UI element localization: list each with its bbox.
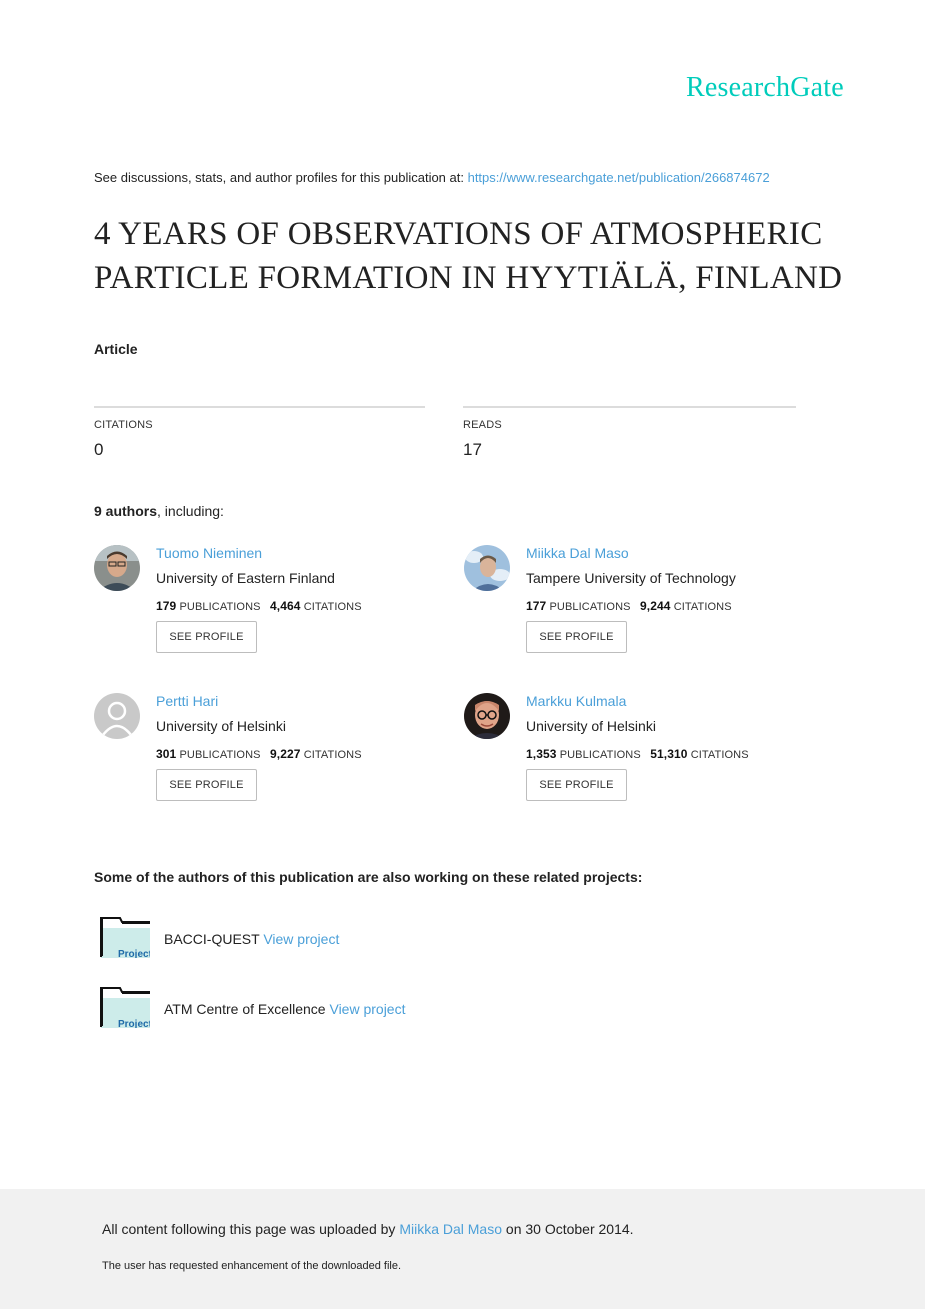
publication-title [94,212,874,300]
author-institution: Tampere University of Technology [526,570,736,586]
author-photo-icon[interactable] [464,545,510,591]
citations-label: CITATIONS [303,601,362,613]
project-title [164,931,339,947]
see-profile-button[interactable]: SEE PROFILE [526,769,627,801]
authors-including: , including: [157,503,224,519]
see-profile-button[interactable]: SEE PROFILE [156,769,257,801]
reads-count: 17 [463,440,482,459]
publication-link-line [94,170,770,185]
related-project [100,986,500,1028]
publications-label: PUBLICATIONS [179,749,261,761]
author-stats [526,747,749,761]
author-name-link[interactable]: Markku Kulmala [526,693,627,709]
author-card [464,693,804,833]
citations-label: CITATIONS [94,419,153,431]
view-project-link[interactable]: View project [263,931,340,947]
related-projects-heading: Some of the authors of this publication are also working on these related projects: [94,869,643,885]
citations-label: CITATIONS [303,749,362,761]
author-card [94,693,434,833]
project-name: ATM Centre of Excellence [164,1001,326,1017]
reads-divider [463,406,796,408]
author-name-link[interactable]: Tuomo Nieminen [156,545,263,561]
publications-count: 1,353 [526,747,557,761]
related-project [100,916,500,958]
author-institution: University of Eastern Finland [156,570,335,586]
see-profile-button[interactable]: SEE PROFILE [156,621,257,653]
title-line-1: 4 YEARS OF OBSERVATIONS OF ATMOSPHERIC [94,216,823,252]
author-stats [156,599,362,613]
uploader-link[interactable]: Miikka Dal Maso [399,1221,503,1237]
citations-label: CITATIONS [690,749,749,761]
researchgate-logo[interactable]: ResearchGate [686,72,844,103]
project-icon-label: Project [118,949,150,958]
publications-label: PUBLICATIONS [179,601,261,613]
citations-divider [94,406,425,408]
author-card [464,545,804,685]
default-avatar-icon[interactable] [94,693,140,739]
publications-label: PUBLICATIONS [549,601,631,613]
author-stats [526,599,732,613]
citations-label: CITATIONS [673,601,732,613]
see-discussions-text: See discussions, stats, and author profiles for this publication at: [94,170,468,185]
upload-info [102,1221,634,1237]
authors-summary [94,503,224,519]
authors-count: 9 authors [94,503,158,519]
publications-count: 177 [526,599,547,613]
project-folder-icon [100,986,150,1028]
upload-prefix: All content following this page was uploaded by [102,1221,400,1237]
publications-label: PUBLICATIONS [559,749,641,761]
publications-count: 301 [156,747,177,761]
author-institution: University of Helsinki [526,718,656,734]
publication-url-link[interactable]: https://www.researchgate.net/publication/266874672 [467,170,770,185]
citations-count: 51,310 [650,747,688,761]
project-folder-icon [100,916,150,958]
author-card [94,545,434,685]
author-name-link[interactable]: Pertti Hari [156,693,219,709]
citations-count: 9,244 [640,599,671,613]
enhancement-note: The user has requested enhancement of the downloaded file. [102,1260,402,1272]
author-stats [156,747,362,761]
view-project-link[interactable]: View project [329,1001,406,1017]
publication-type: Article [94,341,138,357]
citations-count: 0 [94,440,104,459]
project-icon-label: Project [118,1019,150,1028]
citations-count: 4,464 [270,599,301,613]
upload-date: on 30 October 2014. [502,1221,634,1237]
reads-label: READS [463,419,502,431]
author-name-link[interactable]: Miikka Dal Maso [526,545,629,561]
upload-footer [0,1189,925,1309]
author-institution: University of Helsinki [156,718,286,734]
citations-count: 9,227 [270,747,301,761]
project-name: BACCI-QUEST [164,931,260,947]
publications-count: 179 [156,599,177,613]
author-photo-icon[interactable] [464,693,510,739]
see-profile-button[interactable]: SEE PROFILE [526,621,627,653]
author-photo-icon[interactable] [94,545,140,591]
project-title [164,1001,406,1017]
title-line-2: PARTICLE FORMATION IN HYYTIÄLÄ, FINLAND [94,260,843,296]
